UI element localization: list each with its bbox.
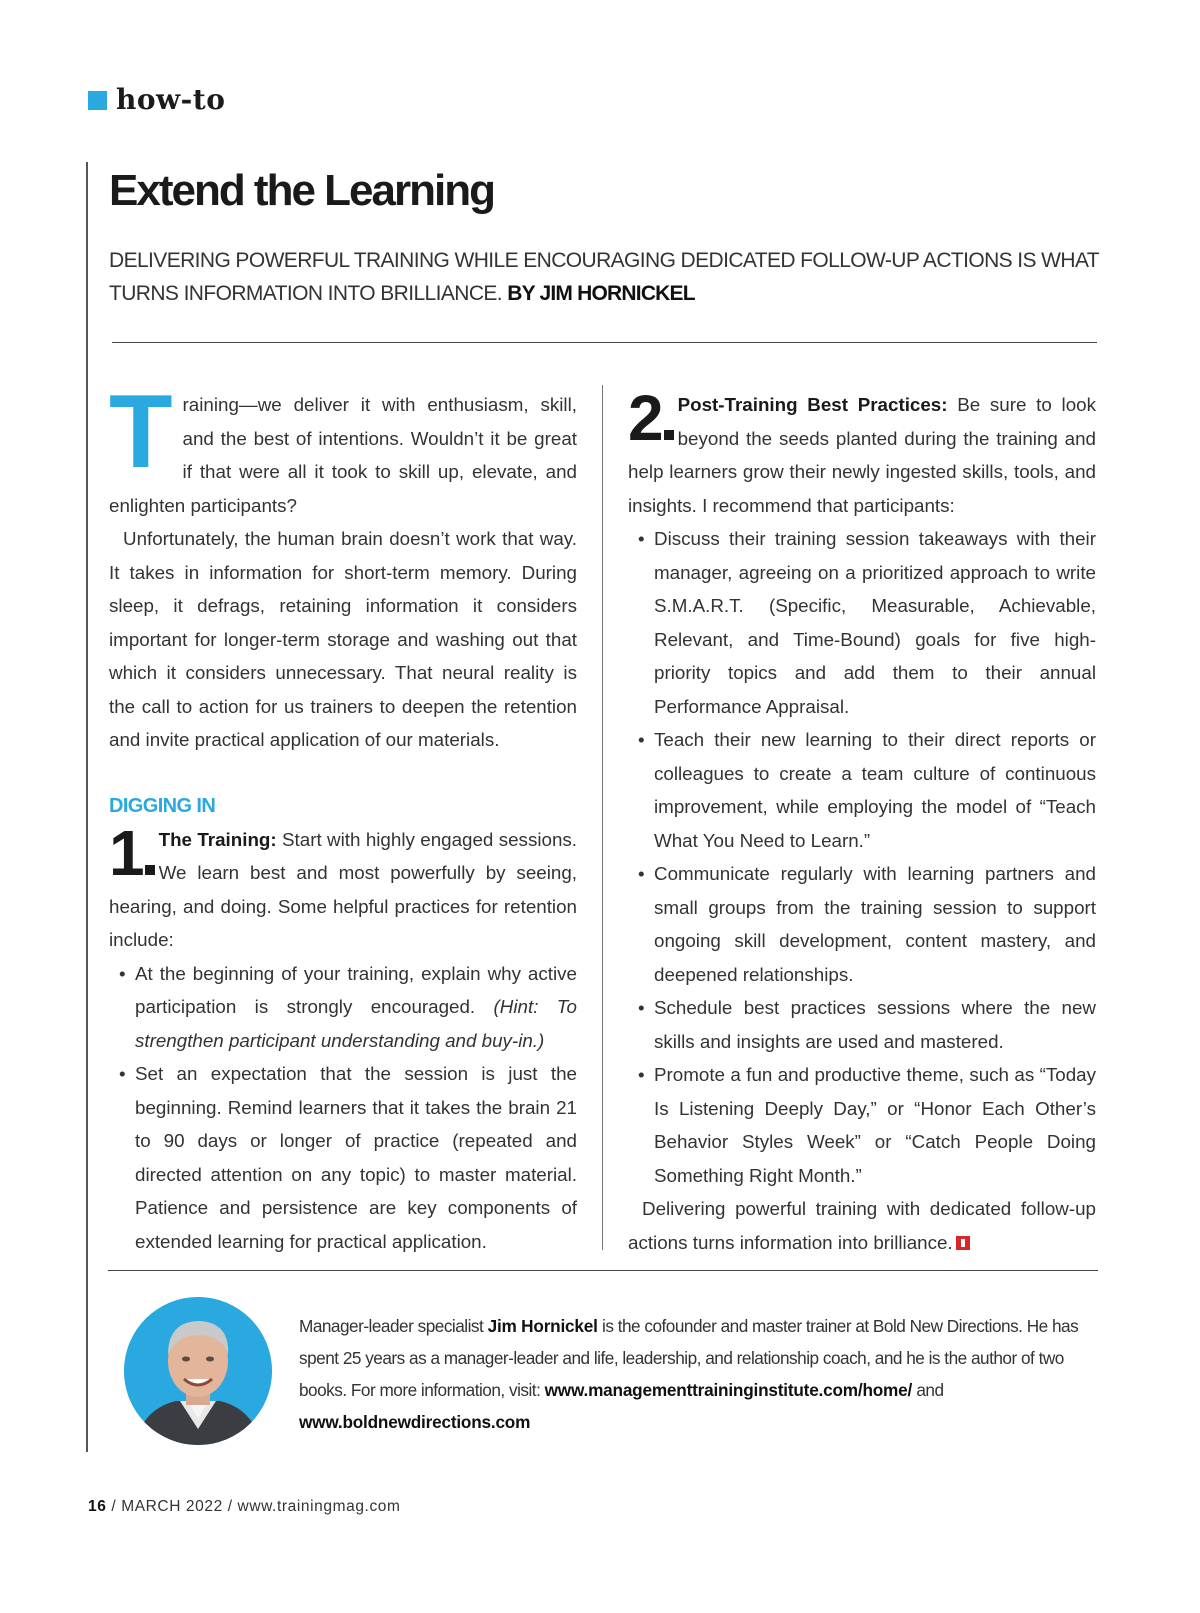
item2-number-text: 2 [628, 382, 662, 454]
number-square-icon [664, 430, 674, 440]
bio-text-mid: is the cofounder and master trainer at Bold New Directions. He has spent 25 years as a manager-leader and life, leadership, and relationship coach, and he is the author of two books. For more information, visit: [299, 1316, 1079, 1400]
item1-text: Start with highly engaged sessions. We learn best and most powerfully by seeing, hearing, and doing. Some helpful practices for retention include: [109, 828, 578, 950]
footer-issue: / MARCH 2022 / www.trainingmag.com [111, 1498, 401, 1515]
item2-number [628, 382, 674, 454]
closing-paragraph [628, 1192, 1096, 1259]
bio-link-2[interactable]: www.boldnewdirections.com [299, 1412, 531, 1432]
dek [109, 244, 1099, 310]
list-item: • Communicate regularly with learning partners and small groups from the training session to support ongoing skill development, content mastery, and deepened relationships. [628, 857, 1096, 991]
intro-paragraph-1 [109, 374, 577, 522]
number-square-icon [145, 865, 155, 875]
subhead-digging-in: DIGGING IN [109, 794, 216, 817]
column-divider [602, 385, 603, 1250]
intro-paragraph-1-text: raining—we deliver it with enthusiasm, skill, and the best of intentions. Wouldn’t it be great if that were all it took to skill up, elevate, and enlighten participants? [109, 394, 577, 516]
dek-text: DELIVERING POWERFUL TRAINING WHILE ENCOURAGING DEDICATED FOLLOW-UP ACTIONS IS WHAT TURNS INFORMATION INTO BRILLIANCE. [109, 249, 1099, 305]
page-number: 16 [88, 1498, 107, 1515]
list-item [109, 957, 577, 1058]
item2-bullet-list [628, 522, 1096, 1192]
item2-lead: Post-Training Best Practices: [677, 394, 948, 415]
section-square-icon [88, 91, 107, 110]
page-footer [88, 1498, 401, 1516]
closing-text: Delivering powerful training with dedicated follow-up actions turns information into brilliance. [628, 1198, 1096, 1253]
item1-number-text: 1 [109, 816, 143, 889]
section-label: how-to [116, 83, 226, 116]
author-photo [124, 1297, 272, 1445]
list-item [109, 1057, 577, 1258]
author-portrait-icon [124, 1297, 272, 1445]
left-column [109, 374, 578, 1258]
intro-paragraph-2: Unfortunately, the human brain doesn’t work that way. It takes in information for short-term memory. During sleep, it defrags, retaining information it considers important for longer-term storage and washing out that which it considers unnecessary. That neural reality is the call to action for us trainers to deepen the retention and invite practical application of our materials. [109, 528, 577, 750]
byline: BY JIM HORNICKEL [507, 282, 695, 305]
dropcap: T [109, 374, 173, 490]
list-item: • Teach their new learning to their direct reports or colleagues to create a team culture of continuous improvement, while employing the model of “Teach What You Need to Learn.” [628, 723, 1096, 857]
item2-paragraph [628, 382, 1096, 522]
bottom-divider [108, 1270, 1098, 1271]
item1-lead: The Training: [158, 828, 277, 850]
bio-author-name: Jim Hornickel [487, 1316, 598, 1336]
item1-bullet-list [109, 957, 577, 1259]
bullet-hint: (Hint: To strengthen participant understanding and buy-in.) [135, 996, 577, 1051]
item1-paragraph [109, 816, 578, 957]
bullet-text: At the beginning of your training, explain why active participation is strongly encouraged. [135, 962, 577, 1017]
left-rule [86, 162, 88, 1452]
right-column [628, 382, 1096, 1259]
list-item: • Discuss their training session takeaways with their manager, agreeing on a prioritized approach to write S.M.A.R.T. (Specific, Measurable, Achievable, Relevant, and Time-Bound) goals for five high-priority topics and add them to their annual Performance Appraisal. [628, 522, 1096, 723]
list-item: • Schedule best practices sessions where the new skills and insights are used and mastered. [628, 991, 1096, 1058]
list-item: • Promote a fun and productive theme, such as “Today Is Listening Deeply Day,” or “Honor Each Other’s Behavior Styles Week” or “Catch People Doing Something Right Month.” [628, 1058, 1096, 1192]
top-divider [112, 342, 1097, 343]
item1-number [109, 816, 155, 889]
section-tag [88, 83, 226, 116]
bio-link-1[interactable]: www.managementtraininginstitute.com/home/ [544, 1380, 913, 1400]
end-mark-icon [956, 1236, 970, 1250]
bullet-text: Set an expectation that the session is just the beginning. Remind learners that it takes the brain 21 to 90 days or longer of practice (repeated and directed attention on any topic) to master material. Patience and persistence are key components of extended learning for practical application. [135, 1063, 577, 1252]
item2-text: Be sure to look beyond the seeds planted during the training and help learners grow their newly ingested skills, tools, and insights. I recommend that participants: [628, 394, 1096, 516]
bio-text-and: and [916, 1380, 944, 1400]
author-bio [299, 1310, 1099, 1438]
bio-text-pre: Manager-leader specialist [299, 1316, 484, 1336]
headline: Extend the Learning [109, 166, 494, 215]
